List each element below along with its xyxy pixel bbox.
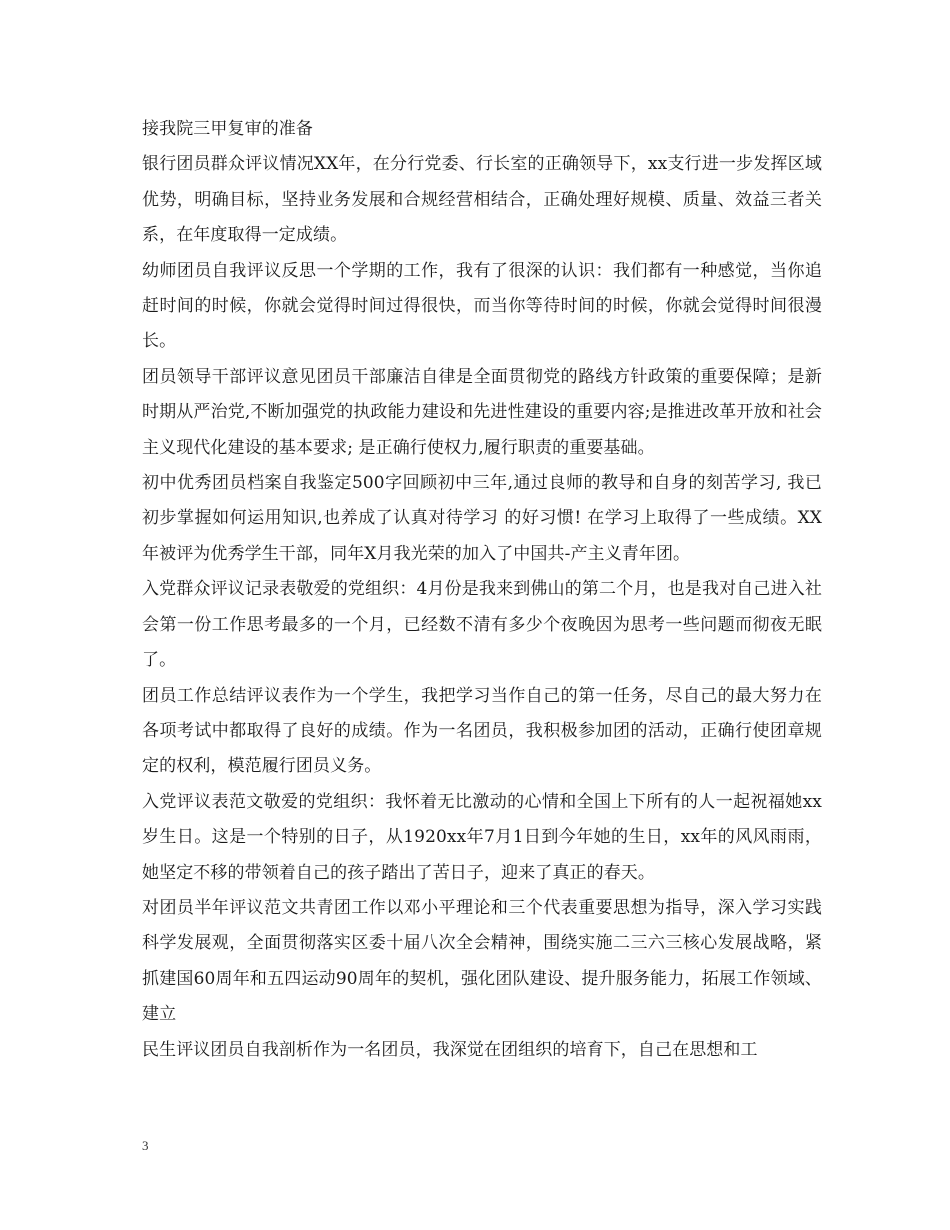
paragraph-10: 民生评议团员自我剖析作为一名团员，我深觉在团组织的培育下，自己在思想和工: [142, 1039, 758, 1060]
paragraph-1: 接我院三甲复审的准备: [142, 119, 313, 139]
paragraph-8: 入党评议表范文敬爱的党组织：我怀着无比激动的心情和全国上下所有的人一起祝福她xx岁生日。这是一个特别的日子，从1920xx年7月1日到今年她的生日，xx年的风风雨雨，她坚定不移的带领着自己的孩子踏出了苦日子，迎来了真正的春天。: [142, 791, 822, 883]
paragraph-6: 入党群众评议记录表敬爱的党组织：4月份是我来到佛山的第二个月，也是我对自己进入社会第一份工作思考最多的一个月，已经数不清有多少个夜晚因为思考一些问题而彻夜无眠了。: [142, 579, 822, 671]
paragraph-5: 初中优秀团员档案自我鉴定500字回顾初中三年,通过良师的教导和自身的刻苦学习, 我已初步掌握如何运用知识,也养成了认真对待学习 的好习惯! 在学习上取得了一些成绩。XX 年被评为优秀学生干部，同年X月我光荣的加入了中国共-产主义青年团。: [142, 473, 822, 564]
paragraph-7: 团员工作总结评议表作为一个学生，我把学习当作自己的第一任务，尽自己的最大努力在各项考试中都取得了良好的成绩。作为一名团员，我积极参加团的活动，正确行使团章规定的权利，模范履行团员义务。: [142, 685, 822, 777]
paragraph-4: 团员领导干部评议意见团员干部廉洁自律是全面贯彻党的路线方针政策的重要保障；是新时期从严治党,不断加强党的执政能力建设和先进性建设的重要内容;是推进改革开放和社会主义现代化建设的基本要求; 是正确行使权力,履行职责的重要基础。: [142, 366, 822, 458]
paragraph-9: 对团员半年评议范文共青团工作以邓小平理论和三个代表重要思想为指导，深入学习实践科学发展观，全面贯彻落实区委十届八次全会精神，围绕实施二三六三核心发展战略，紧抓建国60周年和五四运动90周年的契机，强化团队建设、提升服务能力，拓展工作领域、建立: [142, 897, 822, 1025]
paragraph-3: 幼师团员自我评议反思一个学期的工作，我有了很深的认识：我们都有一种感觉，当你追赶时间的时候，你就会觉得时间过得很快，而当你等待时间的时候，你就会觉得时间很漫长。: [142, 260, 822, 352]
page-number: 3: [142, 1138, 149, 1153]
document-body: [142, 112, 822, 1068]
paragraph-2: 银行团员群众评议情况XX年，在分行党委、行长室的正确领导下，xx支行进一步发挥区域优势，明确目标，坚持业务发展和合规经营相结合，正确处理好规模、质量、效益三者关系，在年度取得一定成绩。: [142, 154, 822, 246]
